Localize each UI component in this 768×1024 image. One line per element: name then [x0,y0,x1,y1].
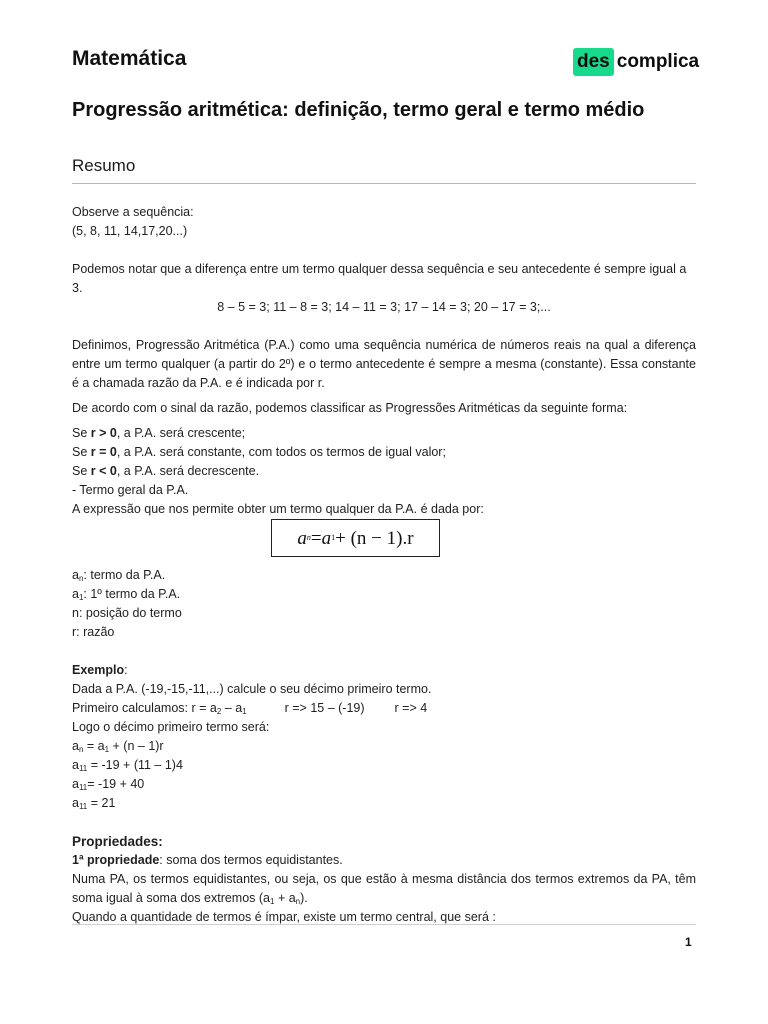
example-step: $a_n = a_1 + (n - 1)r$ [72,739,164,754]
document-body [72,203,696,927]
example-step-ratio: Primeiro calculamos: $r = a_2 - a_1$ r => 15 – (-19) r => 4 [72,701,428,716]
differences-line: 8 – 5 = 3; 11 – 8 = 3; 14 – 11 = 3; 17 – 14 = 3; 20 – 17 = 3;... [217,300,551,314]
example-step: $a_{11}= -19 + 40$ [72,777,145,792]
paragraph: Observe a sequência: [72,205,194,219]
paragraph: De acordo com o sinal da razão, podemos classificar as Progressões Aritméticas da seguinte forma: [72,401,628,415]
page-number: 1 [685,935,692,949]
properties-heading: Propriedades: [72,834,163,849]
definition-n: n: posição do termo [72,606,182,620]
example-step: $a_{11} = -19 + (11 - 1)4$ [72,758,183,773]
general-term-heading: - Termo geral da P.A. [72,483,189,497]
example-label: Exemplo: [72,663,128,677]
descomplica-logo [573,48,699,76]
formula-container [72,519,696,566]
section-divider [72,183,696,184]
example-step-text: Logo o décimo primeiro termo será: [72,720,270,734]
case-decreasing: Se r < 0, a P.A. será decrescente. [72,464,260,478]
section-heading: Resumo [72,156,136,175]
general-term-formula: a n = a 1 + (n − 1).r [271,519,440,557]
definition-paragraph: Definimos, Progressão Aritmética (P.A.) como uma sequência numérica de números reais na qual a diferença entre um termo qualquer (a partir do 2º) e o termo antecedente é sempre a mesma (constante). Essa constante é a chamada razão da P.A. e é indicada por r. [72,338,696,390]
definition-an: $a_n$: termo da P.A. [72,568,166,583]
case-constant: Se r = 0, a P.A. será constante, com todos os termos de igual valor; [72,445,446,459]
property-central-term: Quando a quantidade de termos é ímpar, existe um termo central, que será : [72,910,496,924]
paragraph: A expressão que nos permite obter um termo qualquer da P.A. é dada por: [72,502,484,516]
property-explanation: Numa PA, os termos equidistantes, ou seja, os que estão à mesma distância dos termos extremos da PA, têm soma igual à soma dos extremos $(a_1 + a_n)$. [72,872,696,906]
logo-complica: complica [616,51,700,72]
definition-r: r: razão [72,625,115,639]
subject-title: Matemática [72,47,187,70]
definition-a1: $a_1$: 1º termo da P.A. [72,587,181,602]
case-increasing: Se r > 0, a P.A. será crescente; [72,426,246,440]
document-title: Progressão aritmética: definição, termo geral e termo médio [72,99,645,121]
example-statement: Dada a P.A. (-19,-15,-11,...) calcule o seu décimo primeiro termo. [72,682,432,696]
footer-divider [72,924,696,925]
example-result: $a_{11} = 21$ [72,796,116,811]
logo-des: des [573,48,614,76]
paragraph: Podemos notar que a diferença entre um termo qualquer dessa sequência e seu antecedente é sempre igual a 3. [72,262,687,295]
property-1: 1ª propriedade: soma dos termos equidistantes. [72,853,343,867]
sequence-example: (5, 8, 11, 14,17,20...) [72,224,188,238]
